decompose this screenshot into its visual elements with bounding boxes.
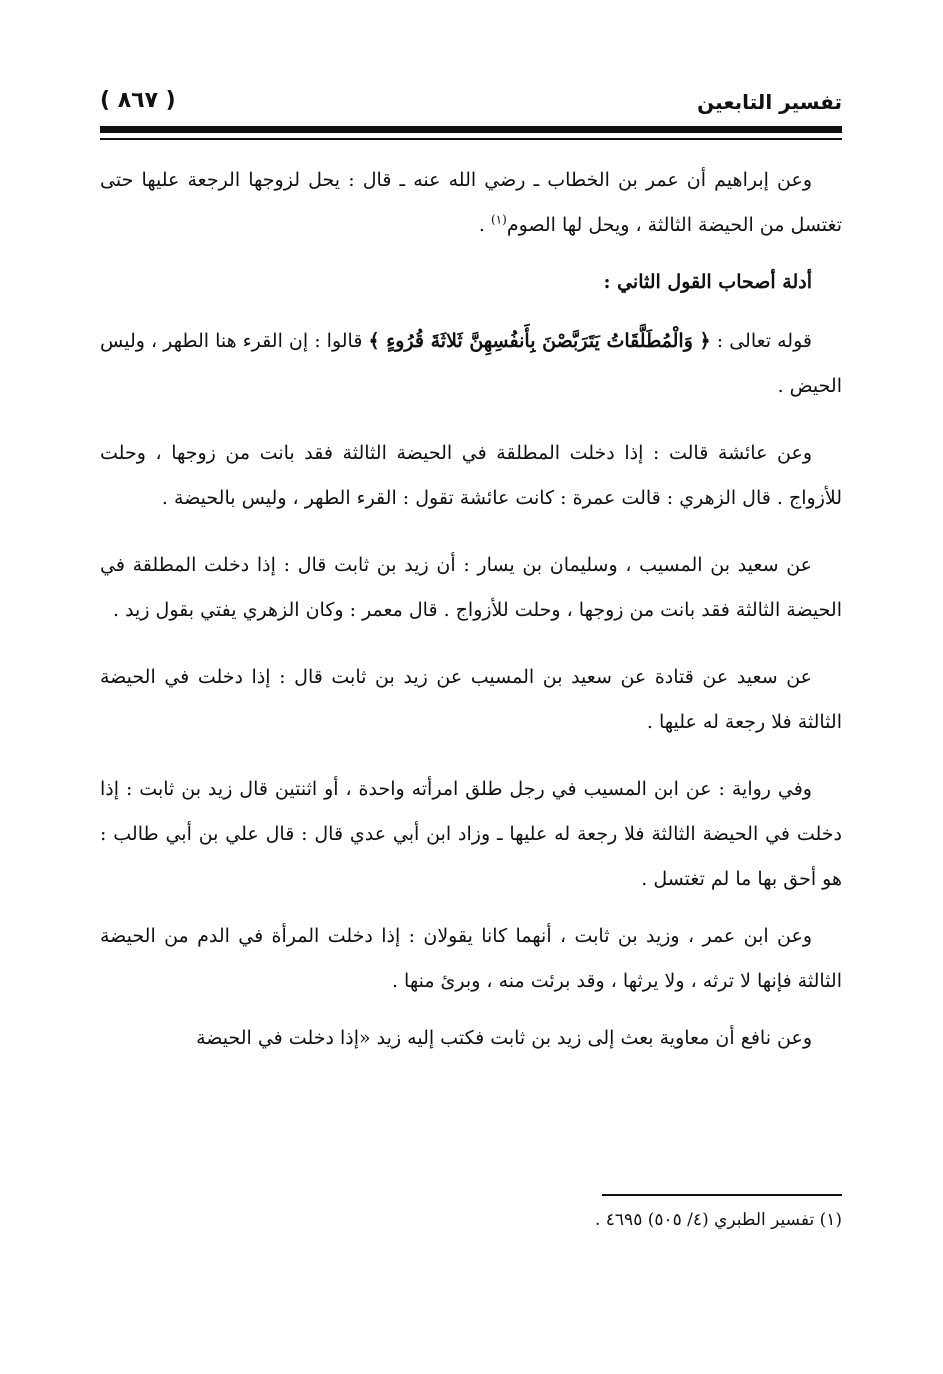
paragraph-1-text: وعن إبراهيم أن عمر بن الخطاب ـ رضي الله عنه ـ قال : يحل لزوجها الرجعة عليها حتى تغتسل من الحيضة الثالثة ، ويحل لها الصوم — [100, 169, 842, 236]
book-title: تفسير التابعين — [697, 90, 842, 114]
paragraph-4: عن سعيد بن المسيب ، وسليمان بن يسار : أن زيد بن ثابت قال : إذا دخلت المطلقة في الحيضة الثالثة فقد بانت من زوجها ، وحلت للأزواج . قال معمر : وكان الزهري يفتي بقول زيد . — [100, 554, 842, 621]
paragraph-3: وعن عائشة قالت : إذا دخلت المطلقة في الحيضة الثالثة فقد بانت من زوجها ، وحلت للأزواج . قال الزهري : قالت عمرة : كانت عائشة تقول : القرء الطهر ، وليس بالحيضة . — [100, 442, 842, 509]
paragraph-2-end: قالوا : إن القرء هنا الطهر ، وليس الحيض . — [100, 330, 842, 397]
header-rule-thin — [100, 138, 842, 140]
footnote-reference[interactable]: (١) — [490, 212, 507, 227]
paragraph-8: وعن نافع أن معاوية بعث إلى زيد بن ثابت فكتب إليه زيد «إذا دخلت في الحيضة — [196, 1027, 812, 1049]
paragraph-7: وعن ابن عمر ، وزيد بن ثابت ، أنهما كانا يقولان : إذا دخلت المرأة في الدم من الحيضة الثالثة فإنها لا ترثه ، ولا يرثها ، وقد برئت منه ، وبرئ منها . — [100, 925, 842, 992]
paragraph-2 — [100, 319, 842, 409]
paragraph-1 — [100, 158, 842, 248]
paragraph-1-end: . — [478, 214, 491, 236]
paragraph-2-start: قوله تعالى : — [710, 330, 812, 352]
paragraph-6: وفي رواية : عن ابن المسيب في رجل طلق امرأته واحدة ، أو اثنتين قال زيد بن ثابت : إذا دخلت في الحيضة الثالثة فلا رجعة له عليها ـ وزاد ابن أبي عدي قال : قال علي بن أبي طالب : هو أحق بها ما لم تغتسل . — [100, 778, 842, 890]
footnote: (١) تفسير الطبري (٤/ ٥٠٥) ٤٦٩٥ . — [594, 1210, 842, 1230]
paragraph-5: عن سعيد عن قتادة عن سعيد بن المسيب عن زيد بن ثابت قال : إذا دخلت في الحيضة الثالثة فلا رجعة له عليها . — [100, 666, 842, 733]
page-number: ( ٨٦٧ ) — [100, 88, 176, 113]
quran-verse: ﴿ وَالْمُطَلَّقَاتُ يَتَرَبَّصْنَ بِأَنفُسِهِنَّ ثَلاثَةَ قُرُوءٍ ﴾ — [368, 330, 711, 352]
page-header — [100, 88, 842, 120]
section-heading: أدلة أصحاب القول الثاني : — [603, 271, 812, 293]
header-rule-thick — [100, 126, 842, 133]
footnote-separator — [602, 1194, 842, 1196]
page-body — [100, 158, 842, 1083]
